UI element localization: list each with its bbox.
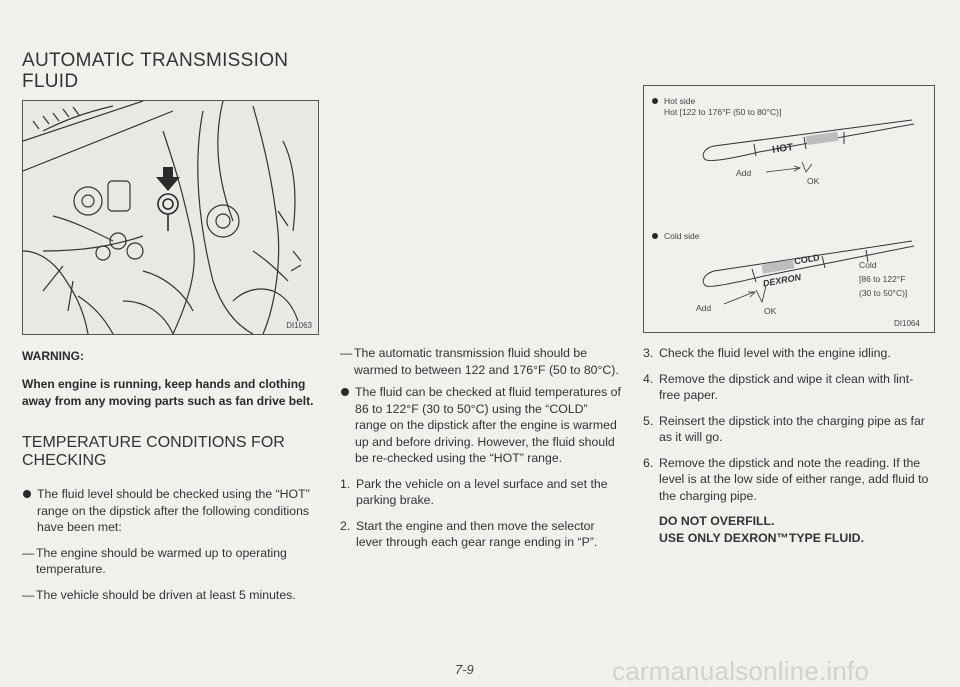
dash-text: The automatic transmission fluid should be warmed to between 122 and 176°F (50 to 80°C). xyxy=(354,346,619,377)
bullet-dot-icon xyxy=(23,490,31,498)
figure-code: DI1064 xyxy=(894,319,920,328)
step-6 xyxy=(643,455,933,505)
column-2 xyxy=(340,345,622,551)
arrow-down-icon xyxy=(156,167,180,191)
caution-line-2: USE ONLY DEXRON™TYPE FLUID. xyxy=(659,530,864,545)
bullet-text: The fluid level should be checked using the “HOT” range on the dipstick after the following conditions have been met: xyxy=(37,487,310,534)
cold-mark: COLD xyxy=(793,252,821,267)
bullet-text: The fluid can be checked at fluid temperatures of 86 to 122°F (30 to 50°C) using the “COLD” range on the dipstick after the engine is warmed up and before driving. However, the fluid should be re-checked using the “HOT” range. xyxy=(355,385,621,465)
step-number: 1. xyxy=(340,476,351,491)
page-number: 7-9 xyxy=(455,662,474,677)
bullet-dot-icon xyxy=(652,233,658,239)
cold-label: Cold xyxy=(859,260,877,270)
dipstick-diagram xyxy=(644,86,934,332)
warning-body: When engine is running, keep hands and clothing away from any moving parts such as fan drive belt. xyxy=(22,377,314,408)
step-number: 2. xyxy=(340,518,351,533)
caution-note xyxy=(643,513,933,546)
step-4 xyxy=(643,371,933,404)
dash-marker: — xyxy=(22,545,35,560)
bullet-item xyxy=(340,384,622,467)
cold-range-f: [86 to 122°F xyxy=(859,274,906,284)
step-1 xyxy=(340,476,622,509)
bullet-dot-icon xyxy=(652,98,658,104)
caution-line-1: DO NOT OVERFILL. xyxy=(659,514,775,528)
engine-bay-figure xyxy=(22,100,319,335)
step-text: Remove the dipstick and note the reading. If the level is at the low side of either range, add fluid to the charging pipe. xyxy=(659,455,929,503)
dipstick-figure xyxy=(643,85,935,333)
ok-label: OK xyxy=(807,176,820,186)
step-2 xyxy=(340,518,622,551)
hot-range-label: Hot [122 to 176°F (50 to 80°C)] xyxy=(664,107,782,117)
title-line-2: FLUID xyxy=(22,71,79,92)
section-title xyxy=(22,50,312,92)
watermark: carmanualsonline.info xyxy=(612,656,870,686)
step-number: 3. xyxy=(643,346,654,360)
title-line-1: AUTOMATIC TRANSMISSION xyxy=(22,50,289,71)
step-text: Start the engine and then move the selector lever through each gear range ending in “P”. xyxy=(356,518,598,549)
dipstick-ring-icon xyxy=(158,194,178,231)
subheading: TEMPERATURE CONDITIONS FOR CHECKING xyxy=(22,434,285,469)
add-label: Add xyxy=(736,168,752,178)
ok-label: OK xyxy=(764,306,777,316)
step-3 xyxy=(643,345,933,362)
dash-item xyxy=(22,587,314,604)
step-5 xyxy=(643,413,933,446)
column-3 xyxy=(643,345,933,546)
dash-text: The vehicle should be driven at least 5 minutes. xyxy=(36,587,296,602)
hot-side-label: Hot side xyxy=(664,96,696,106)
figure-code: DI1063 xyxy=(286,321,312,330)
hot-mark: HOT xyxy=(771,142,794,156)
bullet-dot-icon xyxy=(341,388,349,396)
add-label: Add xyxy=(696,303,712,313)
step-text: Park the vehicle on a level surface and set the parking brake. xyxy=(356,476,608,507)
dash-text: The engine should be warmed up to operating temperature. xyxy=(36,545,287,576)
dash-marker: — xyxy=(22,587,35,602)
bullet-item xyxy=(22,486,314,536)
dash-item xyxy=(340,345,622,378)
step-text: Check the fluid level with the engine idling. xyxy=(659,346,891,360)
cold-side-label: Cold side xyxy=(664,231,700,241)
step-text: Remove the dipstick and wipe it clean with lint-free paper. xyxy=(659,371,914,402)
step-number: 5. xyxy=(643,413,654,428)
engine-bay-illustration xyxy=(23,101,318,334)
step-number: 4. xyxy=(643,371,654,386)
step-text: Reinsert the dipstick into the charging pipe as far as it will go. xyxy=(659,413,925,444)
dexron-mark: DEXRON xyxy=(762,272,802,289)
warning-heading: WARNING: xyxy=(22,349,84,363)
step-number: 6. xyxy=(643,455,654,470)
column-1 xyxy=(22,486,314,603)
dash-marker: — xyxy=(340,346,353,360)
dash-item xyxy=(22,545,314,578)
cold-range-c: (30 to 50°C)] xyxy=(859,288,908,298)
